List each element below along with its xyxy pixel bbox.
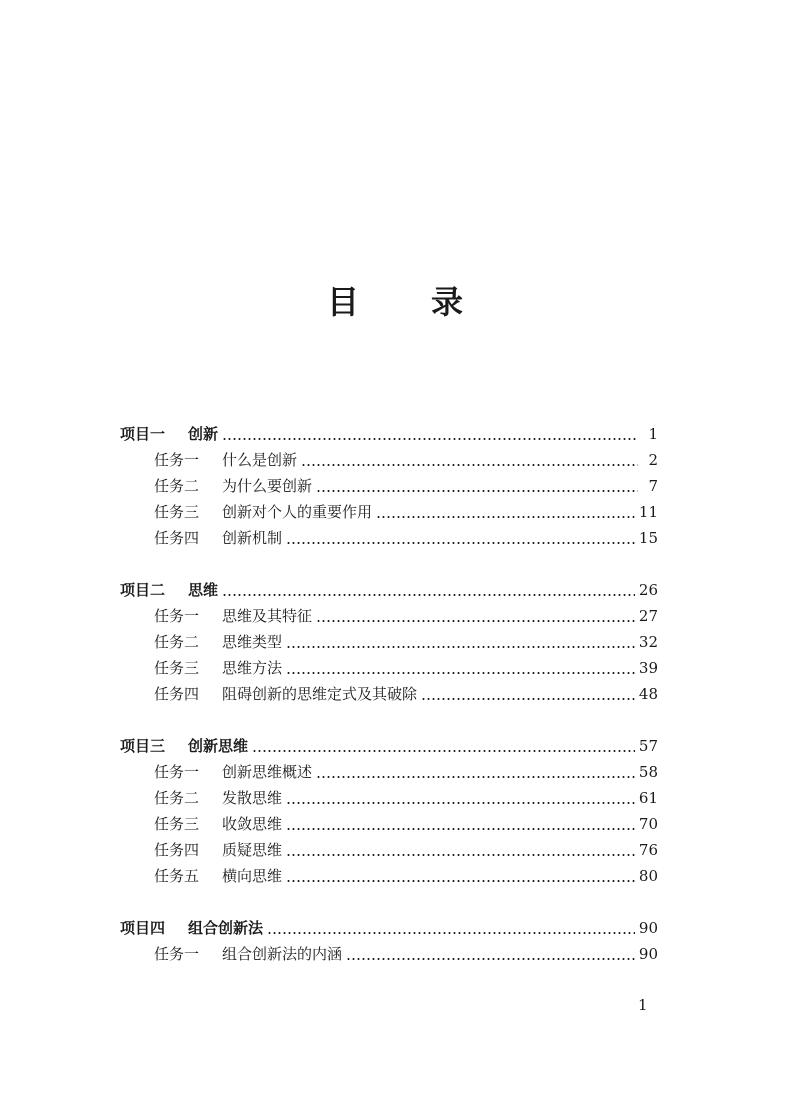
page-number: 26 <box>638 581 658 599</box>
dot-leader <box>286 802 635 804</box>
task-title: 思维及其特征 <box>222 607 313 625</box>
title-char: 目 <box>326 283 431 321</box>
page-number: 90 <box>638 919 658 937</box>
toc-task-entry[interactable] <box>120 655 658 681</box>
task-title: 创新机制 <box>222 529 283 547</box>
dot-leader <box>316 776 635 778</box>
task-number: 任务一 <box>154 945 200 963</box>
task-title: 横向思维 <box>222 867 283 885</box>
task-number: 任务四 <box>154 529 200 547</box>
toc-task-entry[interactable] <box>120 499 658 525</box>
task-number: 任务一 <box>154 607 200 625</box>
toc-task-entry[interactable] <box>120 785 658 811</box>
task-title: 什么是创新 <box>222 451 298 469</box>
project-number: 项目一 <box>120 425 166 443</box>
task-number: 任务三 <box>154 503 200 521</box>
task-title: 质疑思维 <box>222 841 283 859</box>
page-number: 7 <box>648 477 658 495</box>
dot-leader <box>286 854 635 856</box>
toc-task-entry[interactable] <box>120 941 658 967</box>
task-title: 发散思维 <box>222 789 283 807</box>
page-number: 70 <box>638 815 658 833</box>
page-number: 11 <box>638 503 658 521</box>
page-number: 32 <box>638 633 658 651</box>
page-number: 48 <box>638 685 658 703</box>
dot-leader <box>346 958 635 960</box>
project-title: 组合创新法 <box>188 919 264 937</box>
task-number: 任务三 <box>154 815 200 833</box>
table-of-contents <box>120 421 658 993</box>
dot-leader <box>286 672 635 674</box>
task-title: 阻碍创新的思维定式及其破除 <box>222 685 418 703</box>
toc-task-entry[interactable] <box>120 837 658 863</box>
task-number: 任务一 <box>154 763 200 781</box>
toc-task-entry[interactable] <box>120 447 658 473</box>
page-number: 61 <box>638 789 658 807</box>
task-title: 组合创新法的内涵 <box>222 945 343 963</box>
task-number: 任务五 <box>154 867 200 885</box>
page-number: 15 <box>638 529 658 547</box>
toc-task-entry[interactable] <box>120 759 658 785</box>
toc-task-entry[interactable] <box>120 863 658 889</box>
toc-group <box>120 577 658 707</box>
dot-leader <box>301 464 638 466</box>
toc-group <box>120 915 658 967</box>
toc-project-entry[interactable] <box>120 421 658 447</box>
task-title: 思维类型 <box>222 633 283 651</box>
page-number: 2 <box>648 451 658 469</box>
toc-group <box>120 421 658 551</box>
page-number: 58 <box>638 763 658 781</box>
page-number: 1 <box>648 425 658 443</box>
dot-leader <box>286 542 635 544</box>
toc-task-entry[interactable] <box>120 525 658 551</box>
toc-task-entry[interactable] <box>120 603 658 629</box>
dot-leader <box>252 750 635 752</box>
project-title: 思维 <box>188 581 219 599</box>
dot-leader <box>222 594 635 596</box>
project-number: 项目四 <box>120 919 166 937</box>
task-title: 收敛思维 <box>222 815 283 833</box>
task-title: 创新思维概述 <box>222 763 313 781</box>
toc-task-entry[interactable] <box>120 473 658 499</box>
dot-leader <box>316 620 635 622</box>
dot-leader <box>286 646 635 648</box>
page-number: 39 <box>638 659 658 677</box>
task-number: 任务四 <box>154 685 200 703</box>
dot-leader <box>421 698 635 700</box>
task-number: 任务二 <box>154 477 200 495</box>
project-title: 创新 <box>188 425 219 443</box>
page-number: 57 <box>638 737 658 755</box>
page-title <box>0 282 790 322</box>
dot-leader <box>222 438 638 440</box>
toc-task-entry[interactable] <box>120 811 658 837</box>
task-title: 思维方法 <box>222 659 283 677</box>
dot-leader <box>316 490 638 492</box>
toc-group <box>120 733 658 889</box>
task-number: 任务二 <box>154 789 200 807</box>
project-number: 项目二 <box>120 581 166 599</box>
page-number: 90 <box>638 945 658 963</box>
project-title: 创新思维 <box>188 737 249 755</box>
task-title: 创新对个人的重要作用 <box>222 503 373 521</box>
task-number: 任务四 <box>154 841 200 859</box>
toc-task-entry[interactable] <box>120 629 658 655</box>
toc-project-entry[interactable] <box>120 733 658 759</box>
dot-leader <box>376 516 635 518</box>
page-number: 76 <box>638 841 658 859</box>
folio-page-number: 1 <box>638 996 648 1014</box>
task-number: 任务一 <box>154 451 200 469</box>
task-number: 任务三 <box>154 659 200 677</box>
toc-task-entry[interactable] <box>120 681 658 707</box>
dot-leader <box>286 880 635 882</box>
dot-leader <box>286 828 635 830</box>
title-char: 录 <box>431 283 536 321</box>
toc-project-entry[interactable] <box>120 915 658 941</box>
dot-leader <box>267 932 635 934</box>
task-number: 任务二 <box>154 633 200 651</box>
project-number: 项目三 <box>120 737 166 755</box>
toc-project-entry[interactable] <box>120 577 658 603</box>
task-title: 为什么要创新 <box>222 477 313 495</box>
page-number: 80 <box>638 867 658 885</box>
page-number: 27 <box>638 607 658 625</box>
